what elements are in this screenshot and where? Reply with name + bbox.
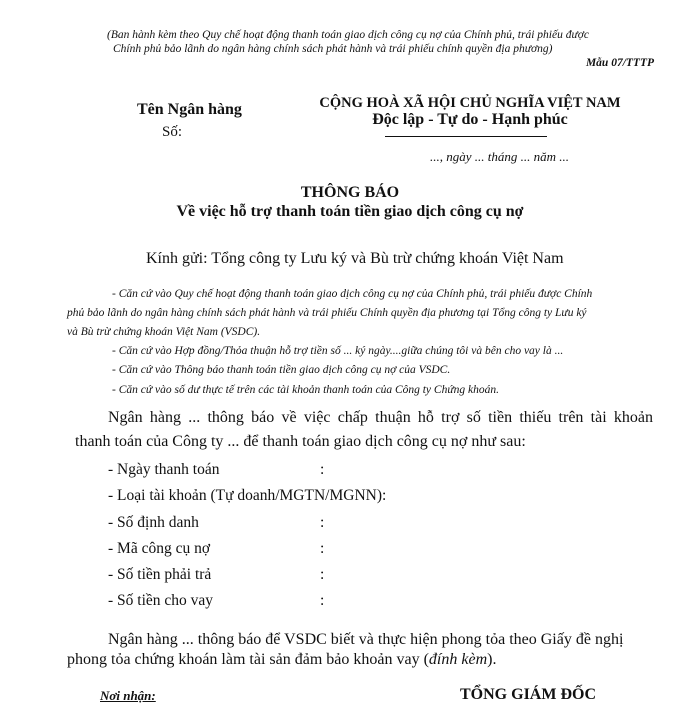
intro-line-2: thanh toán của Công ty ... để thanh toán giao dịch công cụ nợ như sau: [75,433,526,450]
field-payment-date-colon: : [320,461,325,478]
basis-line-4: - Căn cứ vào Hợp đồng/Thỏa thuận hỗ trợ tiền số ... ký ngày....giữa chúng tôi và bên cho vay là ... [112,345,564,357]
closing-line-2 [67,651,496,669]
document-heading: THÔNG BÁO [300,184,400,201]
date-line: ..., ngày ... tháng ... năm ... [430,149,570,164]
regulation-note-line1: (Ban hành kèm theo Quy chế hoạt động thanh toán giao dịch công cụ nợ của Chính phủ, trái phiếu được [107,29,589,41]
field-payment-date: - Ngày thanh toán [108,461,220,478]
field-loan-amount-colon: : [320,592,325,609]
field-instrument-code: - Mã công cụ nợ [108,540,211,557]
regulation-note-line2: Chính phủ bảo lãnh do ngân hàng chính sách phát hành và trái phiếu chính quyền địa phương) [113,43,553,55]
field-amount-payable: - Số tiền phải trả [108,566,212,583]
closing-line-2-text: phong tỏa chứng khoán làm tài sản đảm bảo khoản vay ( [67,651,429,668]
basis-line-1: - Căn cứ vào Quy chế hoạt động thanh toán giao dịch công cụ nợ của Chính phủ, trái phiếu được Chính [112,288,593,300]
document-number-label: Số: [162,124,183,140]
motto-underline [385,136,547,137]
nation-title: CỘNG HOÀ XÃ HỘI CHỦ NGHĨA VIỆT NAM [319,95,621,111]
national-motto: Độc lập - Tự do - Hạnh phúc [372,111,568,128]
field-instrument-code-colon: : [320,540,325,557]
attachment-note: đính kèm [428,651,488,668]
bank-name: Tên Ngân hàng [137,101,242,118]
signer-title: TỔNG GIÁM ĐỐC [460,686,596,703]
recipient-line: Kính gửi: Tổng công ty Lưu ký và Bù trừ chứng khoán Việt Nam [146,250,564,267]
form-code: Mẫu 07/TTTP [585,57,654,69]
basis-line-5: - Căn cứ vào Thông báo thanh toán tiền giao dịch công cụ nợ của VSDC. [112,364,451,376]
field-amount-payable-colon: : [320,566,325,583]
intro-line-1: Ngân hàng ... thông báo về việc chấp thuận hỗ trợ số tiền thiếu trên tài khoản [108,409,653,426]
closing-line-2-end: ). [487,651,497,668]
closing-line-1: Ngân hàng ... thông báo để VSDC biết và thực hiện phong tỏa theo Giấy đề nghị [108,631,624,648]
document-subject: Về việc hỗ trợ thanh toán tiền giao dịch công cụ nợ [176,203,524,220]
basis-line-3: và Bù trừ chứng khoán Việt Nam (VSDC). [67,326,261,338]
field-identifier: - Số định danh [108,514,199,531]
field-account-type: - Loại tài khoản (Tự doanh/MGTN/MGNN): [108,487,387,504]
recipients-label: Nơi nhận: [100,688,156,703]
field-loan-amount: - Số tiền cho vay [108,592,214,609]
basis-line-2: phủ bảo lãnh do ngân hàng chính sách phát hành và trái phiếu Chính quyền địa phương tại Tổng công ty Lưu ký [67,307,587,319]
basis-line-6: - Căn cứ vào số dư thực tế trên các tài khoản thanh toán của Công ty Chứng khoán. [112,384,499,396]
field-identifier-colon: : [320,514,325,531]
